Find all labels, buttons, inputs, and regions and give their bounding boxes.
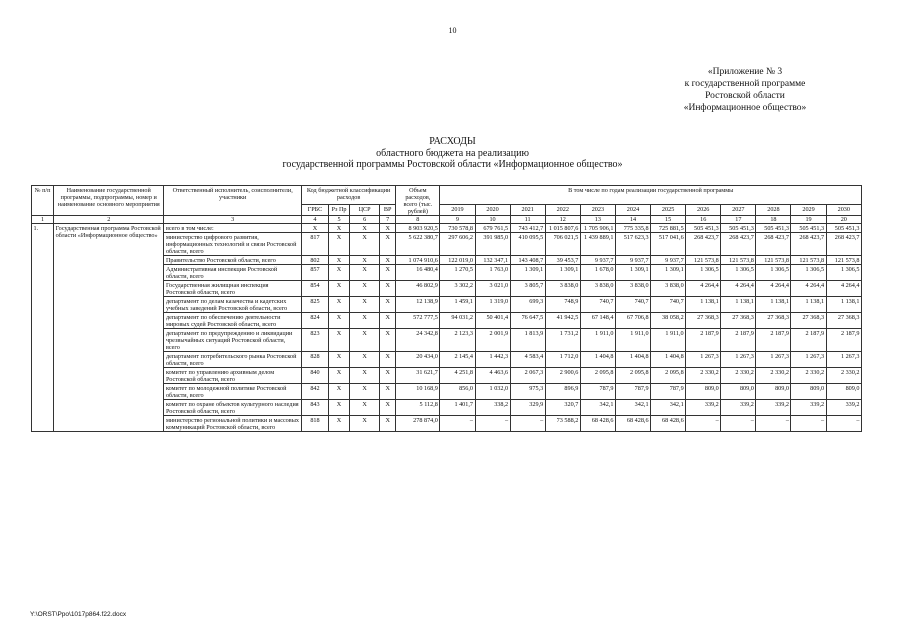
year-value-cell: 1 138,1	[756, 297, 791, 313]
rzpr-cell: X	[329, 416, 350, 432]
year-value-cell: 1 404,8	[651, 352, 686, 368]
year-value-cell: 2 187,9	[756, 329, 791, 352]
year-value-cell: 1 267,3	[791, 352, 826, 368]
year-value-cell: 1 911,0	[580, 329, 615, 352]
column-index: 5	[329, 216, 350, 224]
year-value-cell: 27 368,3	[721, 313, 756, 329]
year-value-cell: 1 459,1	[440, 297, 475, 313]
appendix-line: «Приложение № 3	[707, 67, 783, 77]
total-cell: 10 168,9	[396, 384, 440, 400]
year-value-cell: 1 763,0	[475, 265, 510, 281]
year-value-cell: 1 678,0	[580, 265, 615, 281]
year-value-cell: 1 306,5	[756, 265, 791, 281]
header-years-group: В том числе по годам реализации государственной программы	[440, 186, 862, 205]
year-value-cell: 699,3	[510, 297, 545, 313]
grbs-cell: 857	[301, 265, 328, 281]
csr-cell: X	[350, 281, 380, 297]
grbs-cell: 825	[301, 297, 328, 313]
year-value-cell: 787,9	[580, 384, 615, 400]
year-value-cell: 809,0	[791, 384, 826, 400]
column-index: 4	[301, 216, 328, 224]
year-value-cell: 4 264,4	[756, 281, 791, 297]
title-line: РАСХОДЫ	[429, 136, 476, 147]
column-index: 10	[475, 216, 510, 224]
program-name: Государственная программа Ростовской области «Информационное общество»	[54, 224, 164, 432]
executor-cell: департамент по предупреждению и ликвидации чрезвычайных ситуаций Ростовской области, всего	[164, 329, 301, 352]
header-year: 2019	[440, 205, 475, 216]
column-index: 11	[510, 216, 545, 224]
header-year: 2023	[580, 205, 615, 216]
year-value-cell: 743 412,7	[510, 224, 545, 233]
appendix-line: к государственной программе	[684, 79, 806, 89]
vr-cell: X	[380, 384, 396, 400]
year-value-cell: 121 573,8	[756, 256, 791, 265]
year-value-cell: 517 623,3	[615, 233, 650, 256]
year-value-cell: 1 306,5	[826, 265, 861, 281]
grbs-cell: 842	[301, 384, 328, 400]
grbs-cell: 828	[301, 352, 328, 368]
year-value-cell: 329,9	[510, 400, 545, 416]
column-index: 12	[545, 216, 580, 224]
executor-cell: Государственная жилищная инспекция Ростовской области, всего	[164, 281, 301, 297]
csr-cell: X	[350, 256, 380, 265]
year-value-cell: 3 838,0	[651, 281, 686, 297]
year-value-cell: 1 439 889,1	[580, 233, 615, 256]
year-value-cell: 1 442,3	[475, 352, 510, 368]
column-index: 7	[380, 216, 396, 224]
appendix-line: Ростовской области	[705, 91, 785, 101]
csr-cell: X	[350, 400, 380, 416]
year-value-cell: 27 368,3	[686, 313, 721, 329]
year-value-cell: 1 032,0	[475, 384, 510, 400]
header-num: № п/п	[32, 186, 54, 216]
year-value-cell: 896,9	[545, 384, 580, 400]
year-value-cell: 1 319,0	[475, 297, 510, 313]
year-value-cell: 505 451,3	[826, 224, 861, 233]
year-value-cell: 67 148,4	[580, 313, 615, 329]
year-value-cell: 2 067,3	[510, 368, 545, 384]
year-value-cell: 1 401,7	[440, 400, 475, 416]
vr-cell: X	[380, 233, 396, 256]
year-value-cell: 1 404,8	[580, 352, 615, 368]
year-value-cell: 1 309,1	[545, 265, 580, 281]
year-value-cell: 268 423,7	[686, 233, 721, 256]
header-csr: ЦСР	[350, 205, 380, 216]
total-cell: 20 434,0	[396, 352, 440, 368]
year-value-cell: 2 187,9	[826, 329, 861, 352]
csr-cell: X	[350, 368, 380, 384]
csr-cell: X	[350, 416, 380, 432]
csr-cell: X	[350, 329, 380, 352]
year-value-cell: 809,0	[826, 384, 861, 400]
total-cell: 31 621,7	[396, 368, 440, 384]
column-index: 1	[32, 216, 54, 224]
header-year: 2029	[791, 205, 826, 216]
year-value-cell: 76 647,5	[510, 313, 545, 329]
year-value-cell: 121 573,8	[791, 256, 826, 265]
year-value-cell: 1 309,1	[510, 265, 545, 281]
year-value-cell: 725 881,5	[651, 224, 686, 233]
rzpr-cell: X	[329, 233, 350, 256]
year-value-cell: 2 187,9	[791, 329, 826, 352]
rzpr-cell: X	[329, 297, 350, 313]
header-grbs: ГРБС	[301, 205, 328, 216]
year-value-cell: 342,1	[580, 400, 615, 416]
csr-cell: X	[350, 233, 380, 256]
year-value-cell: –	[475, 416, 510, 432]
grbs-cell: 818	[301, 416, 328, 432]
grbs-cell: 840	[301, 368, 328, 384]
header-year: 2025	[651, 205, 686, 216]
year-value-cell: 339,2	[756, 400, 791, 416]
executor-cell: министерство региональной политики и массовых коммуникаций Ростовской области, всего	[164, 416, 301, 432]
vr-cell: X	[380, 297, 396, 313]
year-value-cell: 1 911,0	[651, 329, 686, 352]
year-value-cell: 3 838,0	[545, 281, 580, 297]
year-value-cell: 748,9	[545, 297, 580, 313]
csr-cell: X	[350, 384, 380, 400]
year-value-cell: –	[510, 416, 545, 432]
year-value-cell: 1 705 906,1	[580, 224, 615, 233]
year-value-cell: 268 423,7	[826, 233, 861, 256]
vr-cell: X	[380, 416, 396, 432]
year-value-cell: –	[721, 416, 756, 432]
year-value-cell: 1 813,9	[510, 329, 545, 352]
year-value-cell: 9 937,7	[651, 256, 686, 265]
vr-cell: X	[380, 313, 396, 329]
table-row	[32, 224, 862, 233]
year-value-cell: 338,2	[475, 400, 510, 416]
year-value-cell: 1 911,0	[615, 329, 650, 352]
header-vr: ВР	[380, 205, 396, 216]
year-value-cell: 68 428,6	[580, 416, 615, 432]
year-value-cell: 809,0	[686, 384, 721, 400]
year-value-cell: 505 451,3	[721, 224, 756, 233]
year-value-cell: 1 309,1	[615, 265, 650, 281]
year-value-cell: 4 583,4	[510, 352, 545, 368]
total-cell: 12 138,9	[396, 297, 440, 313]
year-value-cell: 27 368,3	[756, 313, 791, 329]
column-index: 19	[791, 216, 826, 224]
grbs-cell: 824	[301, 313, 328, 329]
year-value-cell: 2 001,9	[475, 329, 510, 352]
vr-cell: X	[380, 352, 396, 368]
year-value-cell: 1 138,1	[826, 297, 861, 313]
year-value-cell: 740,7	[615, 297, 650, 313]
page-number: 10	[448, 26, 457, 35]
header-year: 2022	[545, 205, 580, 216]
grbs-cell: 802	[301, 256, 328, 265]
year-value-cell: 268 423,7	[756, 233, 791, 256]
expenses-table	[31, 185, 862, 432]
year-value-cell: –	[686, 416, 721, 432]
year-value-cell: –	[826, 416, 861, 432]
total-cell: 8 903 920,5	[396, 224, 440, 233]
executor-cell: комитет по управлению архивным делом Ростовской области, всего	[164, 368, 301, 384]
year-value-cell: 505 451,3	[686, 224, 721, 233]
year-value-cell: 706 021,5	[545, 233, 580, 256]
year-value-cell: 68 428,6	[651, 416, 686, 432]
executor-cell: Административная инспекция Ростовской области, всего	[164, 265, 301, 281]
year-value-cell: 4 264,4	[826, 281, 861, 297]
header-rzpr: Рз Пр	[329, 205, 350, 216]
year-value-cell: 2 900,6	[545, 368, 580, 384]
rzpr-cell: X	[329, 265, 350, 281]
year-value-cell: –	[440, 416, 475, 432]
year-value-cell: 1 015 807,6	[545, 224, 580, 233]
year-value-cell: 67 706,8	[615, 313, 650, 329]
year-value-cell: 9 937,7	[580, 256, 615, 265]
title-line: государственной программы Ростовской области «Информационное общество»	[282, 159, 623, 170]
grbs-cell: X	[301, 224, 328, 233]
column-index: 20	[826, 216, 861, 224]
year-value-cell: 121 573,8	[686, 256, 721, 265]
year-value-cell: 787,9	[615, 384, 650, 400]
year-value-cell: 1 267,3	[686, 352, 721, 368]
vr-cell: X	[380, 224, 396, 233]
executor-cell: комитет по охране объектов культурного наследия Ростовской области, всего	[164, 400, 301, 416]
year-value-cell: 3 838,0	[580, 281, 615, 297]
year-value-cell: 320,7	[545, 400, 580, 416]
year-value-cell: 410 095,5	[510, 233, 545, 256]
year-value-cell: 3 302,2	[440, 281, 475, 297]
year-value-cell: 2 095,8	[615, 368, 650, 384]
year-value-cell: 121 573,8	[721, 256, 756, 265]
year-value-cell: 297 606,2	[440, 233, 475, 256]
executor-cell: комитет по молодежной политике Ростовской области, всего	[164, 384, 301, 400]
year-value-cell: 2 095,8	[651, 368, 686, 384]
header-year: 2028	[756, 205, 791, 216]
year-value-cell: 2 095,8	[580, 368, 615, 384]
column-index: 9	[440, 216, 475, 224]
year-value-cell: 740,7	[651, 297, 686, 313]
total-cell: 46 802,9	[396, 281, 440, 297]
year-value-cell: 3 805,7	[510, 281, 545, 297]
rzpr-cell: X	[329, 313, 350, 329]
grbs-cell: 817	[301, 233, 328, 256]
year-value-cell: 4 463,6	[475, 368, 510, 384]
year-value-cell: 975,3	[510, 384, 545, 400]
year-value-cell: 2 330,2	[686, 368, 721, 384]
year-value-cell: 505 451,3	[756, 224, 791, 233]
document-title	[0, 136, 905, 171]
column-index: 16	[686, 216, 721, 224]
csr-cell: X	[350, 352, 380, 368]
rzpr-cell: X	[329, 256, 350, 265]
column-index: 18	[756, 216, 791, 224]
year-value-cell: 94 031,2	[440, 313, 475, 329]
year-value-cell: 122 019,0	[440, 256, 475, 265]
year-value-cell: 4 251,8	[440, 368, 475, 384]
year-value-cell: 1 270,5	[440, 265, 475, 281]
year-value-cell: 517 041,6	[651, 233, 686, 256]
year-value-cell: 809,0	[756, 384, 791, 400]
year-value-cell: 121 573,8	[826, 256, 861, 265]
year-value-cell: 41 942,5	[545, 313, 580, 329]
year-value-cell: 50 401,4	[475, 313, 510, 329]
year-value-cell: 730 578,8	[440, 224, 475, 233]
year-value-cell: 9 937,7	[615, 256, 650, 265]
year-value-cell: 342,1	[651, 400, 686, 416]
column-index: 6	[350, 216, 380, 224]
year-value-cell: 73 588,2	[545, 416, 580, 432]
header-executor: Ответственный исполнитель, соисполнители, участники	[164, 186, 301, 216]
year-value-cell: 1 712,0	[545, 352, 580, 368]
year-value-cell: 1 306,5	[686, 265, 721, 281]
grbs-cell: 843	[301, 400, 328, 416]
csr-cell: X	[350, 224, 380, 233]
year-value-cell: 268 423,7	[791, 233, 826, 256]
year-value-cell: 3 021,0	[475, 281, 510, 297]
column-index: 3	[164, 216, 301, 224]
year-value-cell: 787,9	[651, 384, 686, 400]
header-year: 2021	[510, 205, 545, 216]
year-value-cell: 4 264,4	[721, 281, 756, 297]
year-value-cell: 68 428,6	[615, 416, 650, 432]
header-year: 2030	[826, 205, 861, 216]
year-value-cell: 505 451,3	[791, 224, 826, 233]
csr-cell: X	[350, 265, 380, 281]
year-value-cell: 27 368,3	[791, 313, 826, 329]
year-value-cell: 132 347,1	[475, 256, 510, 265]
year-value-cell: 2 187,9	[721, 329, 756, 352]
rzpr-cell: X	[329, 224, 350, 233]
total-cell: 1 074 910,6	[396, 256, 440, 265]
year-value-cell: 2 123,3	[440, 329, 475, 352]
grbs-cell: 854	[301, 281, 328, 297]
column-index: 8	[396, 216, 440, 224]
total-cell: 278 874,0	[396, 416, 440, 432]
year-value-cell: 39 453,7	[545, 256, 580, 265]
executor-cell: Правительство Ростовской области, всего	[164, 256, 301, 265]
rzpr-cell: X	[329, 400, 350, 416]
header-year: 2020	[475, 205, 510, 216]
year-value-cell: 1 309,1	[651, 265, 686, 281]
header-name: Наименование государственной программы, подпрограммы, номер и наименование основного мероприятия	[54, 186, 164, 216]
year-value-cell: 4 264,4	[686, 281, 721, 297]
total-cell: 24 342,8	[396, 329, 440, 352]
vr-cell: X	[380, 281, 396, 297]
column-index: 14	[615, 216, 650, 224]
year-value-cell: 2 187,9	[686, 329, 721, 352]
year-value-cell: 679 761,5	[475, 224, 510, 233]
csr-cell: X	[350, 313, 380, 329]
year-value-cell: 740,7	[580, 297, 615, 313]
year-value-cell: 339,2	[791, 400, 826, 416]
executor-cell: департамент потребительского рынка Ростовской области, всего	[164, 352, 301, 368]
appendix-line: «Информационное общество»	[683, 103, 807, 113]
year-value-cell: 2 330,2	[756, 368, 791, 384]
total-cell: 572 777,5	[396, 313, 440, 329]
year-value-cell: 1 267,3	[721, 352, 756, 368]
year-value-cell: 1 138,1	[686, 297, 721, 313]
rzpr-cell: X	[329, 281, 350, 297]
column-index: 15	[651, 216, 686, 224]
vr-cell: X	[380, 368, 396, 384]
vr-cell: X	[380, 265, 396, 281]
year-value-cell: 1 138,1	[721, 297, 756, 313]
year-value-cell: 2 330,2	[791, 368, 826, 384]
header-year: 2024	[615, 205, 650, 216]
year-value-cell: 1 138,1	[791, 297, 826, 313]
year-value-cell: –	[756, 416, 791, 432]
csr-cell: X	[350, 297, 380, 313]
executor-cell: всего в том числе:	[164, 224, 301, 233]
year-value-cell: 268 423,7	[721, 233, 756, 256]
year-value-cell: 1 267,3	[826, 352, 861, 368]
title-line: областного бюджета на реализацию	[376, 147, 529, 159]
year-value-cell: 2 145,4	[440, 352, 475, 368]
year-value-cell: 1 306,5	[721, 265, 756, 281]
year-value-cell: 339,2	[686, 400, 721, 416]
total-cell: 5 622 380,7	[396, 233, 440, 256]
executor-cell: министерство цифрового развития, информационных технологий и связи Ростовской области, всего	[164, 233, 301, 256]
header-year: 2026	[686, 205, 721, 216]
year-value-cell: 1 731,2	[545, 329, 580, 352]
year-value-cell: 1 404,8	[615, 352, 650, 368]
total-cell: 5 112,8	[396, 400, 440, 416]
appendix-header	[645, 66, 845, 114]
year-value-cell: 38 058,2	[651, 313, 686, 329]
year-value-cell: –	[791, 416, 826, 432]
year-value-cell: 809,0	[721, 384, 756, 400]
header-code-group: Код бюджетной классификации расходов	[301, 186, 395, 205]
grbs-cell: 823	[301, 329, 328, 352]
year-value-cell: 339,2	[826, 400, 861, 416]
file-path-footer: Y:\ORST\Ppo\1017p864.f22.docx	[30, 611, 127, 618]
year-value-cell: 1 267,3	[756, 352, 791, 368]
year-value-cell: 3 838,0	[615, 281, 650, 297]
rzpr-cell: X	[329, 352, 350, 368]
year-value-cell: 856,0	[440, 384, 475, 400]
year-value-cell: 391 985,0	[475, 233, 510, 256]
year-value-cell: 2 330,2	[721, 368, 756, 384]
column-index: 2	[54, 216, 164, 224]
vr-cell: X	[380, 329, 396, 352]
program-number: 1.	[32, 224, 54, 432]
year-value-cell: 143 408,7	[510, 256, 545, 265]
rzpr-cell: X	[329, 384, 350, 400]
year-value-cell: 1 306,5	[791, 265, 826, 281]
vr-cell: X	[380, 400, 396, 416]
header-year: 2027	[721, 205, 756, 216]
executor-cell: департамент по обеспечению деятельности мировых судей Ростовской области, всего	[164, 313, 301, 329]
rzpr-cell: X	[329, 368, 350, 384]
year-value-cell: 27 368,3	[826, 313, 861, 329]
header-volume: Объем расходов, всего (тыс. рублей)	[396, 186, 440, 216]
column-index: 17	[721, 216, 756, 224]
year-value-cell: 775 335,8	[615, 224, 650, 233]
total-cell: 16 480,4	[396, 265, 440, 281]
column-index: 13	[580, 216, 615, 224]
year-value-cell: 342,1	[615, 400, 650, 416]
rzpr-cell: X	[329, 329, 350, 352]
year-value-cell: 2 330,2	[826, 368, 861, 384]
vr-cell: X	[380, 256, 396, 265]
year-value-cell: 339,2	[721, 400, 756, 416]
year-value-cell: 4 264,4	[791, 281, 826, 297]
executor-cell: департамент по делам казачества и кадетских учебных заведений Ростовской области, всего	[164, 297, 301, 313]
